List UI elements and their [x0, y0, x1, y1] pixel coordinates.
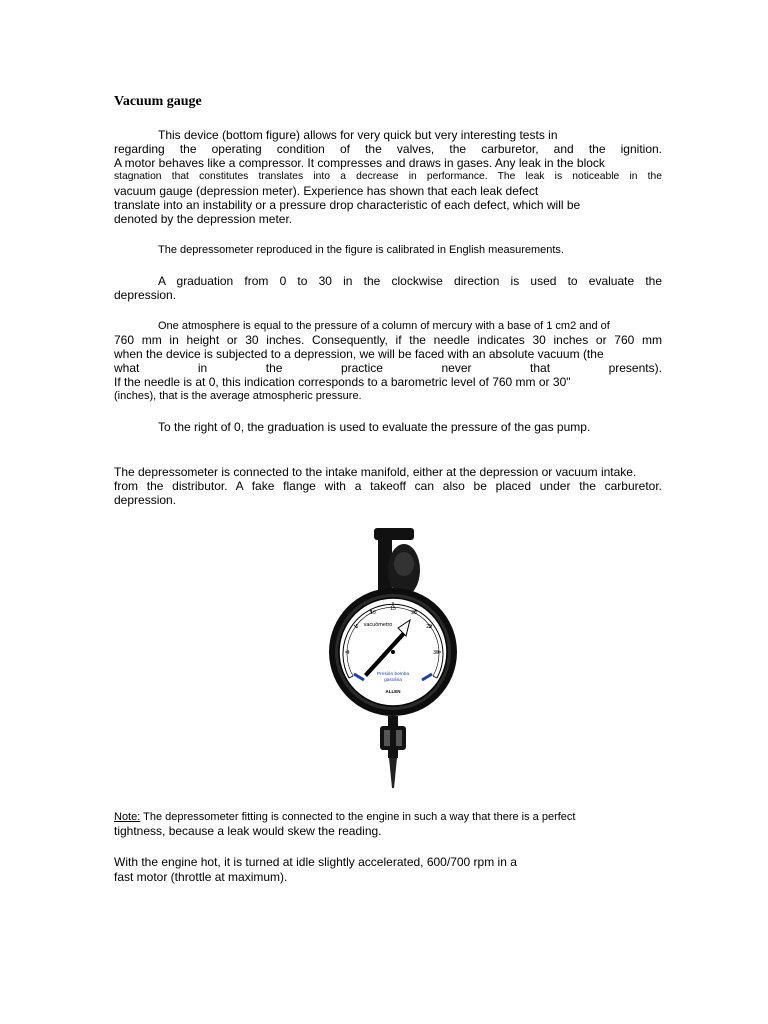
note-text: The depressometer fitting is connected to the engine in such a way that there is a perfect: [140, 811, 576, 823]
paragraph-1-line-1: This device (bottom figure) allows for very quick but very interesting tests in: [158, 128, 558, 142]
word: practice: [340, 361, 383, 375]
paragraph-4-line-2: 760 mm in height or 30 inches. Consequently, if the needle indicates 30 inches or 760 mm: [114, 333, 662, 347]
paragraph-4-line-4: [114, 361, 662, 375]
vacuum-gauge-illustration: [318, 524, 468, 792]
tick-label: 20: [411, 610, 417, 616]
vacuum-gauge-figure: [318, 524, 468, 792]
paragraph-1-line-4: stagnation that constitutes translates into a decrease in performance. The leak is noticeable in the: [114, 171, 662, 182]
paragraph-1-line-5: vacuum gauge (depression meter). Experience has shown that each leak defect: [114, 184, 539, 198]
word: that: [530, 361, 551, 375]
paragraph-7-line-1: With the engine hot, it is turned at idle slightly accelerated, 600/700 rpm in a: [114, 855, 517, 869]
paragraph-7-line-2: fast motor (throttle at maximum).: [114, 870, 288, 884]
paragraph-6-line-1: The depressometer is connected to the intake manifold, either at the depression or vacuum intake.: [114, 465, 637, 479]
paragraph-4-line-6: (inches), that is the average atmospheric pressure.: [114, 390, 362, 402]
tick-label: 0: [346, 650, 350, 656]
paragraph-6-line-3: depression.: [114, 493, 177, 507]
note-label: Note:: [114, 811, 141, 823]
paragraph-4-line-1: One atmosphere is equal to the pressure of a column of mercury with a base of 1 cm2 and of: [158, 320, 610, 332]
word: the: [265, 361, 283, 375]
paragraph-4-line-5: If the needle is at 0, this indication corresponds to a barometric level of 760 mm or 30": [114, 375, 571, 389]
paragraph-4-line-3: when the device is subjected to a depression, we will be faced with an absolute vacuum (the: [114, 347, 604, 361]
brand-label: ALLEN: [385, 689, 401, 694]
tick-label: 30: [433, 650, 439, 656]
dial-label: vacuómetro: [363, 622, 393, 628]
pump-label: gasolina: [384, 678, 402, 683]
page-title: Vacuum gauge: [114, 94, 202, 109]
word: never: [441, 361, 472, 375]
paragraph-1-line-7: denoted by the depression meter.: [114, 212, 293, 226]
paragraph-3-line-1: A graduation from 0 to 30 in the clockwise direction is used to evaluate the: [158, 274, 662, 288]
paragraph-5: To the right of 0, the graduation is used to evaluate the pressure of the gas pump.: [158, 420, 591, 434]
word: presents).: [608, 361, 662, 375]
note-line-1: [114, 810, 662, 824]
paragraph-1-line-3: A motor behaves like a compressor. It compresses and draws in gases. Any leak in the block: [114, 156, 605, 170]
tick-label: 25: [426, 624, 432, 630]
tick-label: 5: [355, 624, 359, 630]
paragraph-1-line-6: translate into an instability or a pressure drop characteristic of each defect, which will be: [114, 198, 581, 212]
tick-label: 10: [370, 610, 376, 616]
paragraph-6-line-2: from the distributor. A fake flange with a takeoff can also be placed under the carburetor.: [114, 479, 662, 493]
paragraph-1-line-2: regarding the operating condition of the valves, the carburetor, and the ignition.: [114, 142, 662, 156]
pump-label: Presión bomba: [376, 672, 410, 677]
word: what: [114, 361, 140, 375]
word: in: [197, 361, 208, 375]
note-line-2: tightness, because a leak would skew the reading.: [114, 824, 382, 838]
paragraph-3-line-2: depression.: [114, 288, 177, 302]
paragraph-2: The depressometer reproduced in the figure is calibrated in English measurements.: [158, 244, 564, 256]
tick-label: 15: [390, 606, 396, 612]
